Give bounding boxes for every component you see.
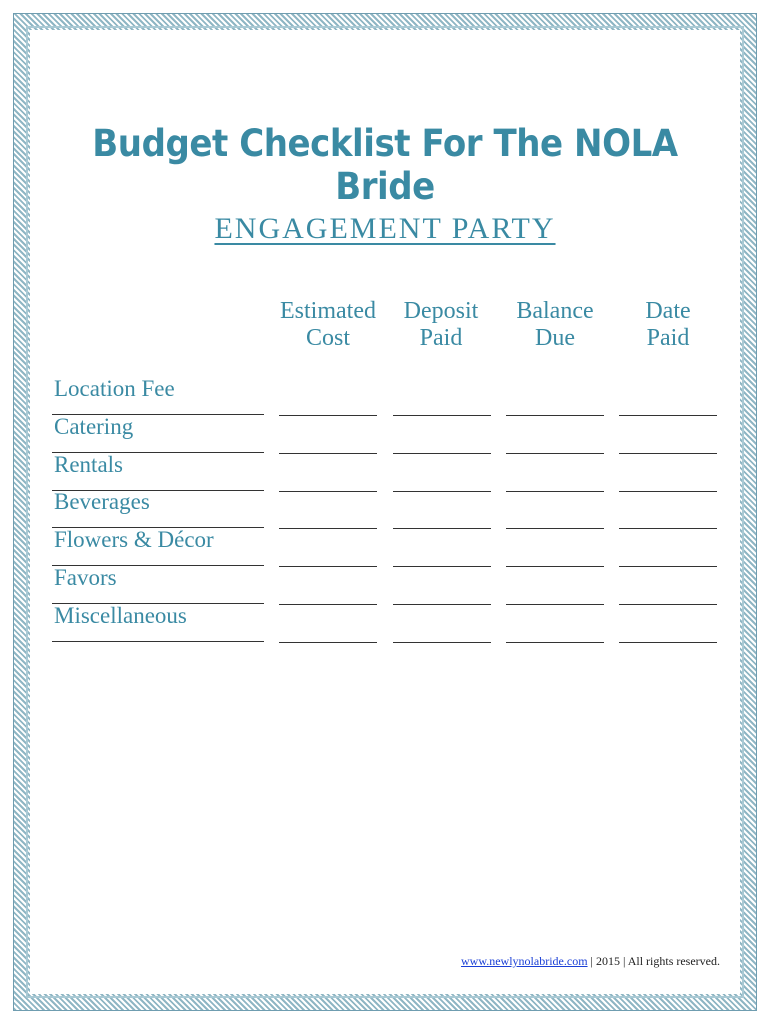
- fill-in-blank[interactable]: [506, 453, 604, 454]
- column-header-estimated-cost: [273, 298, 383, 352]
- fill-in-blank[interactable]: [279, 528, 377, 529]
- fill-in-blank[interactable]: [393, 491, 491, 492]
- fill-in-blank[interactable]: [619, 415, 717, 416]
- row-label: Location Fee: [54, 376, 175, 401]
- row-underline: [52, 641, 264, 642]
- column-header-line: Due: [535, 325, 575, 351]
- page-title: Budget Checklist For The NOLA Bride: [92, 122, 678, 208]
- column-header-deposit-paid: [386, 298, 496, 352]
- fill-in-blank[interactable]: [393, 604, 491, 605]
- row-label: Beverages: [54, 489, 150, 515]
- column-header-line: Deposit: [403, 298, 479, 324]
- fill-in-blank[interactable]: [393, 415, 491, 416]
- fill-in-blank[interactable]: [619, 642, 717, 643]
- fill-in-blank[interactable]: [279, 453, 377, 454]
- website-link[interactable]: www.newlynolabride.com: [461, 954, 588, 968]
- fill-in-blank[interactable]: [506, 528, 604, 529]
- fill-in-blank[interactable]: [279, 604, 377, 605]
- fill-in-blank[interactable]: [393, 566, 491, 567]
- fill-in-blank[interactable]: [506, 415, 604, 416]
- footer: [461, 954, 720, 969]
- column-header-line: Balance: [516, 298, 594, 324]
- fill-in-blank[interactable]: [279, 415, 377, 416]
- fill-in-blank[interactable]: [279, 491, 377, 492]
- row-label: Catering: [54, 413, 134, 439]
- fill-in-blank[interactable]: [506, 491, 604, 492]
- fill-in-blank[interactable]: [506, 642, 604, 643]
- fill-in-blank[interactable]: [619, 604, 717, 605]
- fill-in-blank[interactable]: [619, 491, 717, 492]
- fill-in-blank[interactable]: [393, 642, 491, 643]
- row-label: Flowers & Décor: [54, 527, 214, 553]
- fill-in-blank[interactable]: [279, 566, 377, 567]
- row-label: Miscellaneous: [54, 602, 187, 628]
- column-header-line: Paid: [646, 325, 690, 351]
- fill-in-blank[interactable]: [619, 528, 717, 529]
- column-header-line: Paid: [419, 325, 463, 351]
- column-header-balance-due: [500, 298, 610, 352]
- fill-in-blank[interactable]: [279, 642, 377, 643]
- fill-in-blank[interactable]: [393, 528, 491, 529]
- column-header-line: Date: [645, 298, 691, 324]
- row-label: Rentals: [54, 451, 123, 477]
- column-header-line: Cost: [305, 325, 350, 351]
- fill-in-blank[interactable]: [506, 566, 604, 567]
- column-header-line: Estimated: [280, 298, 376, 324]
- fill-in-blank[interactable]: [393, 453, 491, 454]
- fill-in-blank[interactable]: [506, 604, 604, 605]
- column-header-date-paid: [613, 298, 723, 352]
- fill-in-blank[interactable]: [619, 453, 717, 454]
- section-heading: ENGAGEMENT PARTY: [214, 212, 556, 245]
- row-label: Favors: [54, 565, 117, 590]
- footer-text: | 2015 | All rights reserved.: [587, 954, 720, 968]
- checklist-page: [36, 36, 734, 988]
- fill-in-blank[interactable]: [619, 566, 717, 567]
